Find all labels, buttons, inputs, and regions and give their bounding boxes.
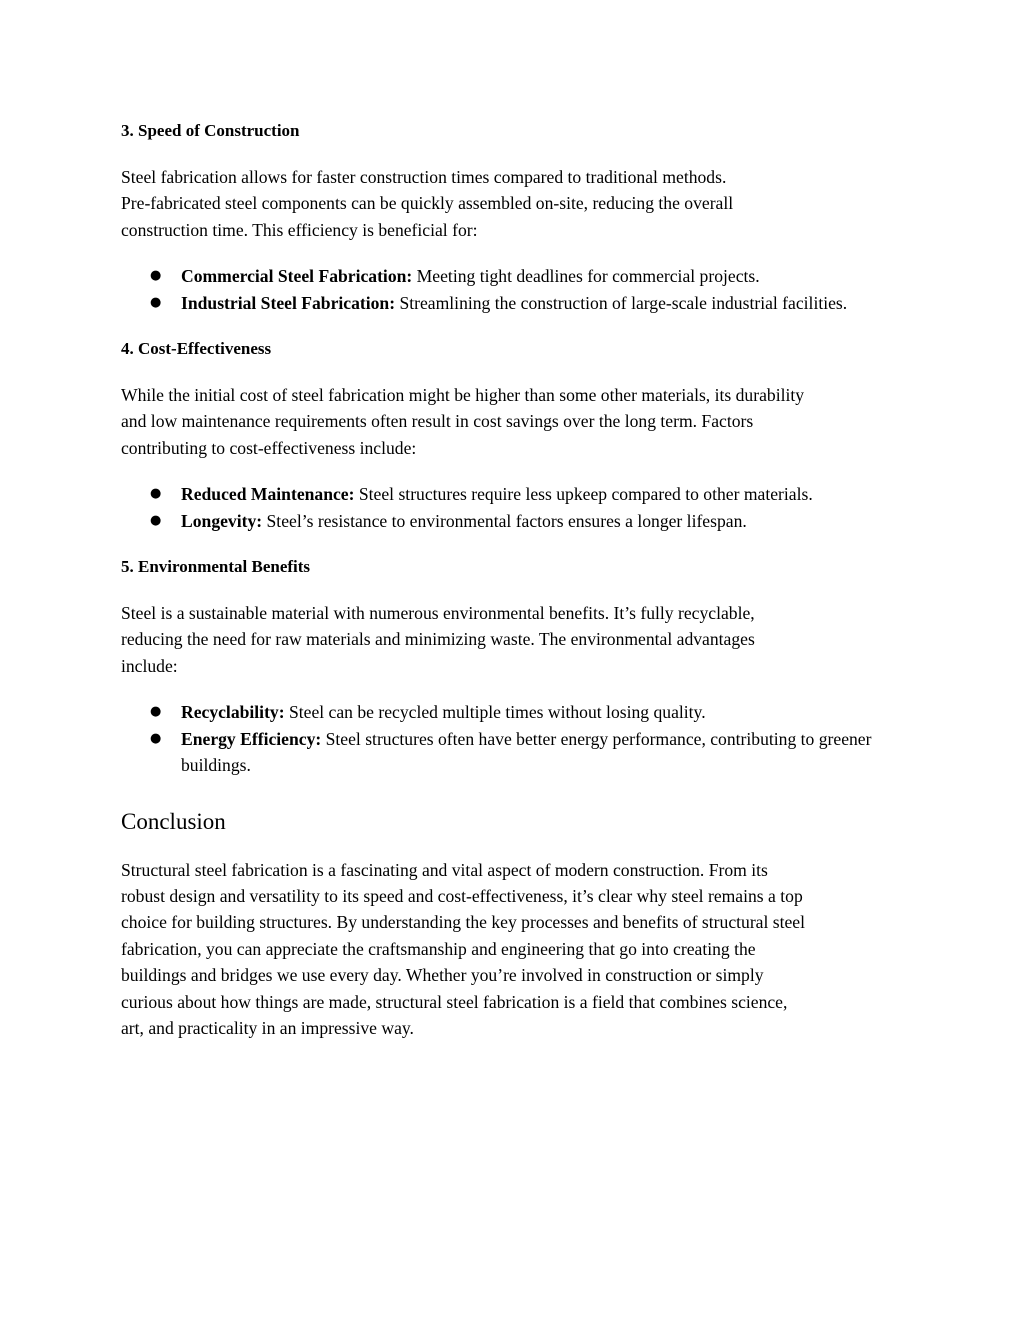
bullet-text: Steel can be recycled multiple times without losing quality. (284, 702, 706, 723)
bullet-marker: ● (150, 268, 162, 284)
bullet-list (121, 481, 921, 534)
paragraph-line: Structural steel fabrication is a fascinating and vital aspect of modern construction. From its (121, 859, 768, 880)
section-paragraph (121, 600, 921, 679)
paragraph-line: contributing to cost-effectiveness include: (121, 437, 417, 458)
bullet-term: Commercial Steel Fabrication: (181, 266, 413, 287)
paragraph-line: reducing the need for raw materials and minimizing waste. The environmental advantages (121, 629, 755, 650)
bullet-marker: ● (150, 294, 162, 310)
bullet-marker: ● (150, 486, 162, 502)
paragraph-line: fabrication, you can appreciate the craftsmanship and engineering that go into creating the (121, 938, 756, 959)
section-cost-effectiveness (121, 336, 921, 534)
bullet-item (121, 508, 921, 534)
paragraph-line: Steel is a sustainable material with numerous environmental benefits. It’s fully recyclable, (121, 603, 755, 624)
paragraph-line: Steel fabrication allows for faster construction times compared to traditional methods. (121, 167, 727, 187)
bullet-marker: ● (150, 512, 162, 528)
bullet-list (121, 263, 921, 316)
conclusion-paragraph (121, 857, 921, 1042)
bullet-term: Energy Efficiency: (181, 728, 322, 749)
bullet-item (121, 699, 921, 725)
section-speed-of-construction (121, 118, 921, 316)
bullet-item (121, 726, 921, 779)
bullet-list (121, 699, 921, 778)
paragraph-line: curious about how things are made, structural steel fabrication is a field that combines science, (121, 991, 788, 1012)
section-heading: 3. Speed of Construction (121, 121, 300, 140)
bullet-text: Steel structures often have better energy performance, contributing to greener buildings. (181, 728, 872, 776)
bullet-text: Meeting tight deadlines for commercial projects. (412, 266, 760, 287)
bullet-term: Longevity: (181, 510, 263, 531)
section-paragraph (121, 164, 921, 243)
bullet-item (121, 290, 921, 316)
document-page (121, 118, 921, 1061)
section-heading: 5. Environmental Benefits (121, 557, 311, 577)
paragraph-line: While the initial cost of steel fabrication might be higher than some other materials, its durability (121, 385, 805, 406)
bullet-text: Steel structures require less upkeep compared to other materials. (354, 484, 813, 505)
bullet-text: Steel’s resistance to environmental factors ensures a longer lifespan. (262, 510, 747, 531)
bullet-item (121, 481, 921, 507)
section-heading: 4. Cost-Effectiveness (121, 339, 272, 359)
conclusion-heading: Conclusion (121, 808, 226, 834)
bullet-marker: ● (150, 704, 162, 720)
bullet-term: Reduced Maintenance: (181, 484, 355, 505)
paragraph-line: include: (121, 655, 178, 676)
bullet-text: Streamlining the construction of large-scale industrial facilities. (395, 292, 848, 313)
bullet-term: Industrial Steel Fabrication: (181, 292, 396, 313)
paragraph-line: art, and practicality in an impressive way. (121, 1017, 414, 1038)
section-conclusion (121, 807, 921, 1042)
paragraph-line: Pre-fabricated steel components can be quickly assembled on-site, reducing the overall (121, 193, 734, 214)
paragraph-line: construction time. This efficiency is beneficial for: (121, 219, 478, 240)
paragraph-line: buildings and bridges we use every day. Whether you’re involved in construction or simply (121, 965, 764, 986)
section-environmental-benefits (121, 554, 921, 778)
bullet-term: Recyclability: (181, 702, 285, 723)
bullet-marker: ● (150, 730, 162, 746)
paragraph-line: and low maintenance requirements often result in cost savings over the long term. Factors (121, 411, 754, 432)
paragraph-line: robust design and versatility to its speed and cost-effectiveness, it’s clear why steel remains a top (121, 885, 803, 906)
paragraph-line: choice for building structures. By understanding the key processes and benefits of structural steel (121, 912, 806, 933)
bullet-item (121, 263, 921, 289)
section-paragraph (121, 382, 921, 461)
